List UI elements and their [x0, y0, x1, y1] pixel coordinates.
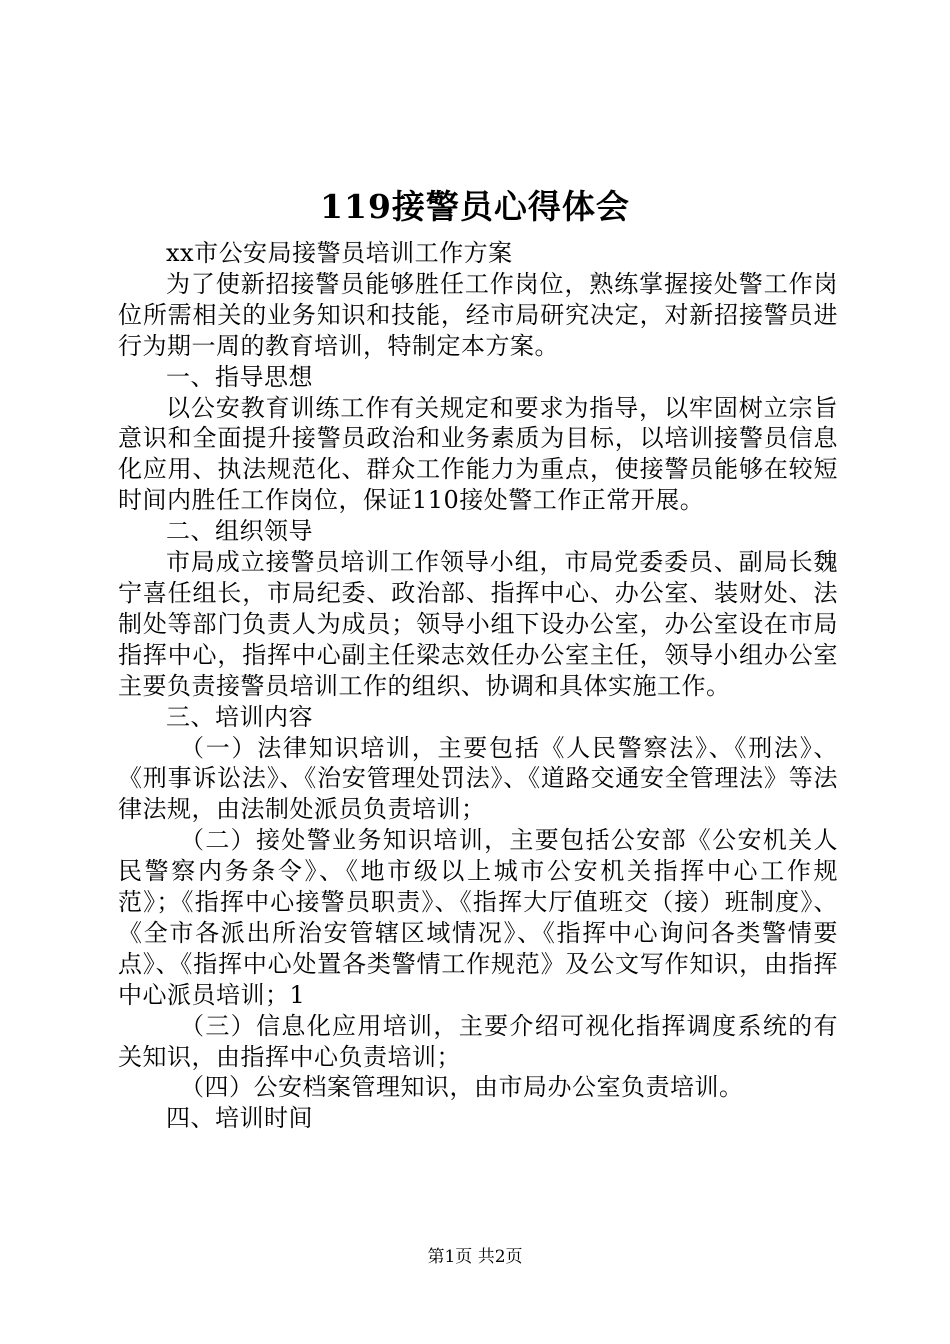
paragraph: 以公安教育训练工作有关规定和要求为指导，以牢固树立宗旨意识和全面提升接警员政治和业务素质为目标，以培训接警员信息化应用、执法规范化、群众工作能力为重点，使接警员能够在较短时间内胜任工作岗位，保证110接处警工作正常开展。 [118, 393, 838, 515]
list-item: （四）公安档案管理知识，由市局办公室负责培训。 [180, 1073, 744, 1102]
paragraph: xx市公安局接警员培训工作方案 [166, 239, 513, 267]
section-heading: 四、培训时间 [166, 1104, 313, 1133]
section-heading: 一、指导思想 [166, 362, 313, 391]
list-item: （一）法律知识培训，主要包括《人民警察法》、《刑法》、《刑事诉讼法》、《治安管理处罚法》、《道路交通安全管理法》等法律法规，由法制处派员负责培训； [118, 733, 838, 824]
paragraph: 市局成立接警员培训工作领导小组，市局党委委员、副局长魏宁喜任组长，市局纪委、政治部、指挥中心、办公室、装财处、法制处等部门负责人为成员；领导小组下设办公室，办公室设在市局指挥中心，指挥中心副主任梁志效任办公室主任，领导小组办公室主要负责接警员培训工作的组织、协调和具体实施工作。 [118, 548, 838, 700]
section-heading: 三、培训内容 [166, 702, 313, 731]
list-item: （三）信息化应用培训，主要介绍可视化指挥调度系统的有关知识，由指挥中心负责培训； [118, 1011, 838, 1071]
document-title: 119接警员心得体会 [320, 187, 630, 226]
list-item: （二）接处警业务知识培训，主要包括公安部《公安机关人民警察内务条令》、《地市级以上城市公安机关指挥中心工作规范》；《指挥中心接警员职责》、《指挥大厅值班交（接）班制度》、《全市各派出所治安管辖区域情况》、《指挥中心询问各类警情要点》、《指挥中心处置各类警情工作规范》及公文写作知识，由指挥中心派员培训；1 [118, 826, 838, 1009]
page-footer: 第1页 共2页 [427, 1247, 523, 1267]
paragraph: 为了使新招接警员能够胜任工作岗位，熟练掌握接处警工作岗位所需相关的业务知识和技能，经市局研究决定，对新招接警员进行为期一周的教育培训，特制定本方案。 [118, 269, 838, 360]
document-body [118, 238, 838, 1134]
section-heading: 二、组织领导 [166, 517, 313, 546]
